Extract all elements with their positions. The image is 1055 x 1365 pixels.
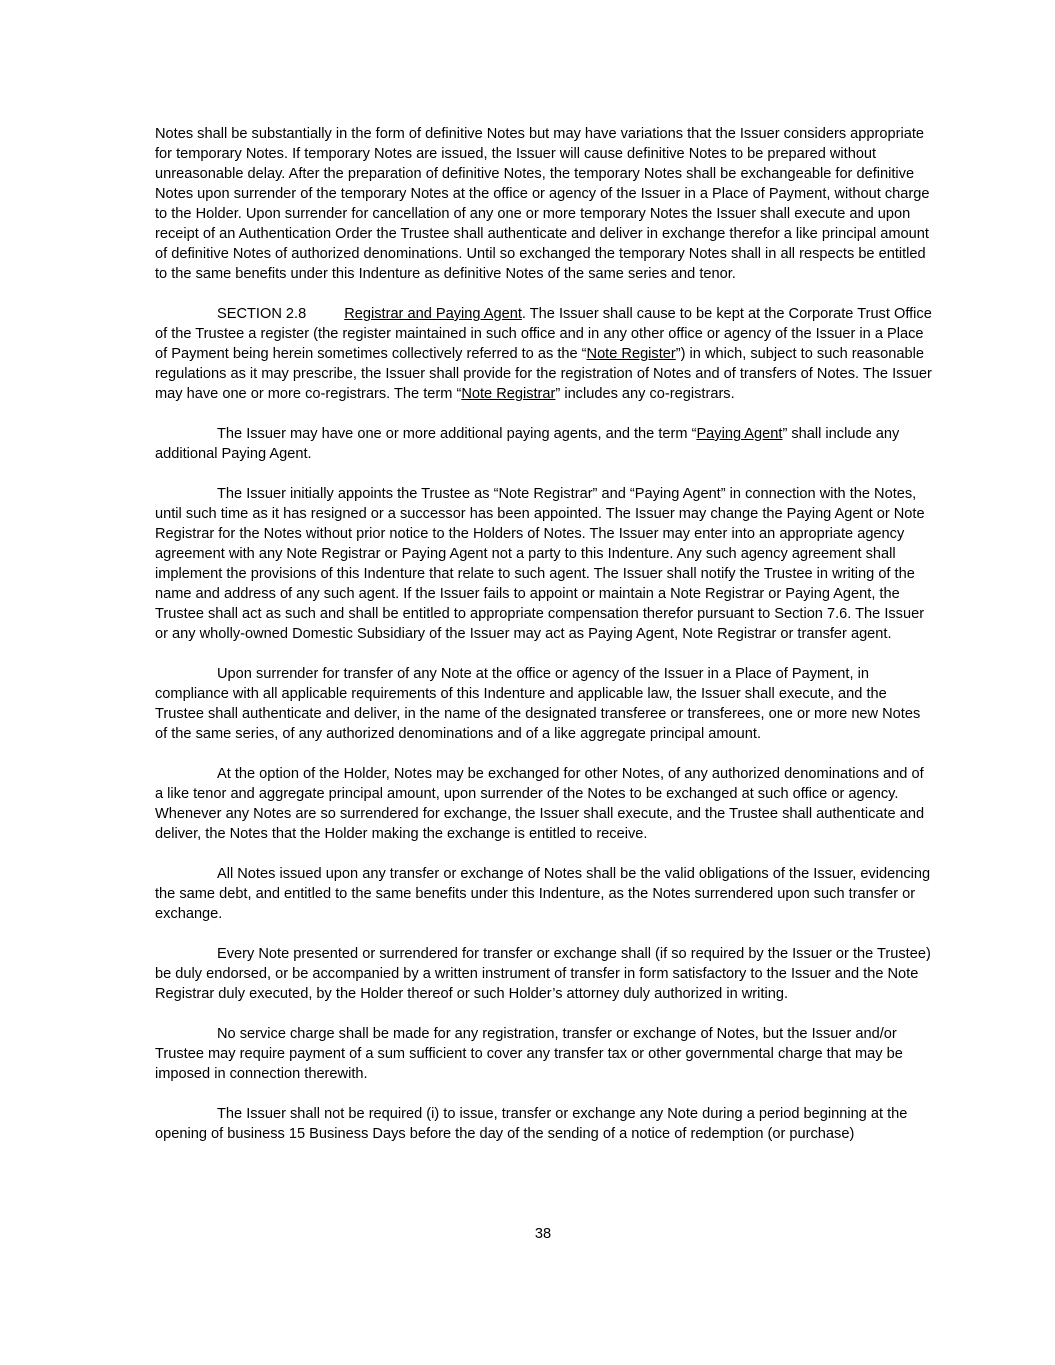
section-text-c: ” includes any co-registrars.	[555, 386, 735, 402]
paying-agents-text-b: ” shall include any additional Paying Agent.	[155, 426, 900, 462]
page-number: 38	[534, 1226, 552, 1242]
section-heading-period: .	[521, 306, 526, 322]
section-text-b: ”) in which, subject to such reasonable regulations as it may prescribe, the Issuer shall provide for the registration of Notes and of transfers of Notes. The Issuer may have one or more co-registrars. The term “	[155, 346, 932, 402]
section-number: SECTION 2.8	[217, 306, 307, 322]
paying-agents-text-a: The Issuer may have one or more additional paying agents, and the term “	[217, 426, 697, 442]
paragraph-endorsement: Every Note presented or surrendered for transfer or exchange shall (if so required by the Issuer or the Trustee) be duly endorsed, or be accompanied by a written instrument of transfer in form satisfactory to the Issuer and the Note Registrar duly executed, by the Holder thereof or such Holder’s attorney duly authorized in writing.	[155, 946, 931, 1002]
paragraph-not-required: The Issuer shall not be required (i) to issue, transfer or exchange any Note during a period beginning at the opening of business 15 Business Days before the day of the sending of a notice of redemption (or purchase)	[155, 1106, 908, 1142]
section-text-a: The Issuer shall cause to be kept at the Corporate Trust Office of the Trustee a register (the register maintained in such office and in any other office or agency of the Issuer in a Place of Payment being herein sometimes collectively referred to as the “	[155, 306, 932, 362]
paragraph-valid-obligations: All Notes issued upon any transfer or exchange of Notes shall be the valid obligations of the Issuer, evidencing the same debt, and entitled to the same benefits under this Indenture, as the Notes surrendered upon such transfer or exchange.	[155, 866, 931, 922]
paragraph-service-charge: No service charge shall be made for any registration, transfer or exchange of Notes, but the Issuer and/or Trustee may require payment of a sum sufficient to cover any transfer tax or other governmental charge that may be imposed in connection therewith.	[155, 1026, 903, 1082]
document-body	[155, 124, 933, 1144]
defined-term-note-register: Note Register	[586, 346, 676, 362]
paragraph-surrender-for-transfer: Upon surrender for transfer of any Note at the office or agency of the Issuer in a Place of Payment, in compliance with all applicable requirements of this Indenture and applicable law, the Issuer shall execute, and the Trustee shall authenticate and deliver, in the name of the designated transferee or transferees, one or more new Notes of the same series, of any authorized denominations and of a like aggregate principal amount.	[155, 666, 921, 742]
defined-term-note-registrar: Note Registrar	[461, 386, 556, 402]
paragraph-initial-appointment: The Issuer initially appoints the Trustee as “Note Registrar” and “Paying Agent” in connection with the Notes, until such time as it has resigned or a successor has been appointed. The Issuer may change the Paying Agent or Note Registrar for the Notes without prior notice to the Holders of Notes. The Issuer may enter into an appropriate agency agreement with any Note Registrar or Paying Agent not a party to this Indenture. Any such agency agreement shall implement the provisions of this Indenture that relate to such agent. The Issuer shall notify the Trustee in writing of the name and address of any such agent. If the Issuer fails to appoint or maintain a Note Registrar or Paying Agent, the Trustee shall act as such and shall be entitled to appropriate compensation therefor pursuant to Section 7.6. The Issuer or any wholly-owned Domestic Subsidiary of the Issuer may act as Paying Agent, Note Registrar or transfer agent.	[155, 486, 925, 642]
section-2-8-paragraph	[155, 304, 933, 404]
paragraph-paying-agents	[155, 424, 933, 464]
paragraph-temporary-notes: Notes shall be substantially in the form of definitive Notes but may have variations that the Issuer considers appropriate for temporary Notes. If temporary Notes are issued, the Issuer will cause definitive Notes to be prepared without unreasonable delay. After the preparation of definitive Notes, the temporary Notes shall be exchangeable for definitive Notes upon surrender of the temporary Notes at the office or agency of the Issuer in a Place of Payment, without charge to the Holder. Upon surrender for cancellation of any one or more temporary Notes the Issuer shall execute and upon receipt of an Authentication Order the Trustee shall authenticate and deliver in exchange therefor a like principal amount of definitive Notes of authorized denominations. Until so exchanged the temporary Notes shall in all respects be entitled to the same benefits under this Indenture as definitive Notes of the same series and tenor.	[155, 126, 930, 282]
paragraph-option-of-holder: At the option of the Holder, Notes may be exchanged for other Notes, of any authorized denominations and of a like tenor and aggregate principal amount, upon surrender of the Notes to be exchanged at such office or agency. Whenever any Notes are so surrendered for exchange, the Issuer shall execute, and the Trustee shall authenticate and deliver, the Notes that the Holder making the exchange is entitled to receive.	[155, 766, 925, 842]
defined-term-paying-agent: Paying Agent	[696, 426, 783, 442]
section-heading: Registrar and Paying Agent	[344, 306, 522, 322]
